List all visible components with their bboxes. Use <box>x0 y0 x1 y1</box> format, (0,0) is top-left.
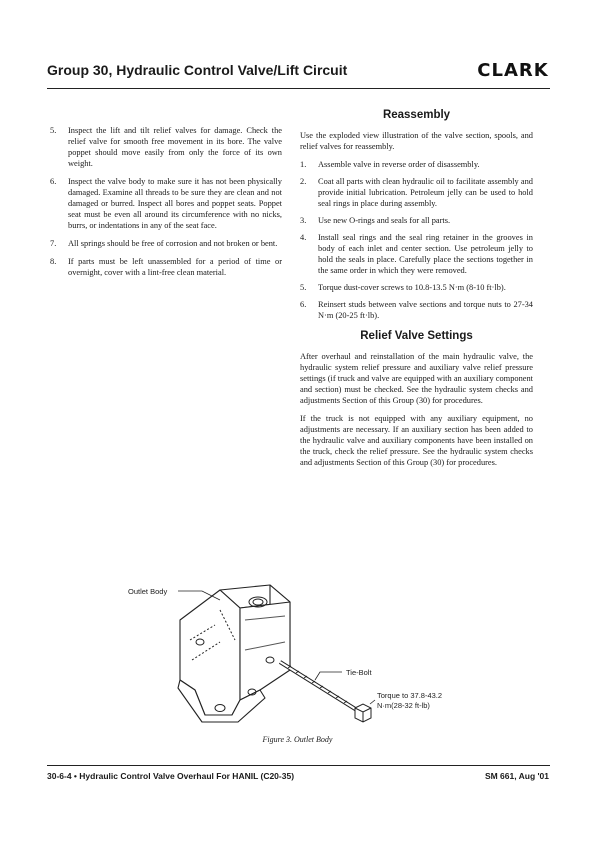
inspection-list <box>50 125 282 278</box>
step-number: 3. <box>300 216 307 225</box>
step-number: 2. <box>300 177 307 186</box>
list-item <box>50 256 282 278</box>
clark-logo-text: CLARK <box>477 60 549 80</box>
list-item <box>300 282 533 293</box>
step-number: 4. <box>300 233 307 242</box>
figure-caption: Figure 3. Outlet Body <box>262 735 333 744</box>
tie-bolt-leader <box>315 672 342 680</box>
list-item <box>300 299 533 321</box>
item-text: Inspect the lift and tilt relief valves for damage. Check the relief valve for smooth free movement in its bore. The valve poppet should move easily from only the force of its own weight. <box>68 126 282 168</box>
list-item <box>300 215 533 226</box>
step-text: Torque dust-cover screws to 10.8-13.5 N·m (8-10 ft·lb). <box>318 283 506 292</box>
step-number: 6. <box>300 300 307 309</box>
relief-paragraph-2: If the truck is not equipped with any auxiliary equipment, no adjustments are necessary. If an auxiliary section has been added to the hydraulic valve and auxiliary components have been installed on the truck, check the relief pressure. See the hydraulic system checks and adjustments Section of this Group (30) for procedures. <box>300 414 533 467</box>
outlet-body-illustration <box>120 580 480 730</box>
footer-rule <box>47 765 550 766</box>
reassembly-heading: Reassembly <box>382 109 451 121</box>
footer-page-info: 30-6-4 • Hydraulic Control Valve Overhaul For HANIL (C20-35) <box>47 771 295 781</box>
step-text: Coat all parts with clean hydraulic oil to facilitate assembly and provide initial lubrication. Petroleum jelly can be used to hold seal rings in place during assembly. <box>318 177 533 208</box>
footer-manual-info: SM 661, Aug '01 <box>484 771 549 781</box>
item-number: 8. <box>50 257 57 266</box>
list-item <box>50 125 282 169</box>
clark-logo <box>475 60 551 80</box>
item-text: All springs should be free of corrosion and not broken or bent. <box>68 239 278 248</box>
list-item <box>50 238 282 249</box>
left-column <box>50 125 282 285</box>
item-number: 6. <box>50 177 57 186</box>
header-rule <box>47 88 550 89</box>
outlet-body-label: Outlet Body <box>128 587 168 596</box>
step-text: Install seal rings and the seal ring retainer in the grooves in body of each inlet and center section. Use petroleum jelly to hold the seals in place. Carefully place the sections together in the same order in which they were removed. <box>318 233 533 275</box>
list-item <box>300 159 533 170</box>
item-number: 7. <box>50 239 57 248</box>
relief-paragraph-1: After overhaul and reinstallation of the main hydraulic valve, the hydraulic system relief pressure and auxiliary valve relief pressure settings (if truck and valve are equipped with an auxiliary component and section) must be checked. See the hydraulic system checks and adjustments Section of this Group (30) for procedures. <box>300 352 533 405</box>
torque-leader <box>370 700 375 704</box>
torque-label-line1: Torque to 37.8-43.2 <box>377 691 443 700</box>
list-item <box>50 176 282 231</box>
step-text: Use new O-rings and seals for all parts. <box>318 216 451 225</box>
item-number: 5. <box>50 126 57 135</box>
relief-heading: Relief Valve Settings <box>360 330 473 342</box>
item-text: If parts must be left unassembled for a period of time or overnight, cover with a lint-free clean material. <box>68 257 282 277</box>
item-text: Inspect the valve body to make sure it has not been physically damaged. Examine all threads to be sure they are clean and not damaged or burred. Inspect all bores and poppet seats. Poppet seat must be even all around its circumference with no nicks, burrs, or indentations in any of the seat face. <box>68 177 282 230</box>
tie-bolt-label: Tie-Bolt <box>346 668 372 677</box>
reassembly-steps <box>300 159 533 321</box>
step-number: 1. <box>300 160 307 169</box>
torque-label-line2: N·m(28-32 ft-lb) <box>377 701 430 710</box>
reassembly-intro: Use the exploded view illustration of the valve section, spools, and relief valves for reassembly. <box>300 131 533 151</box>
step-text: Assemble valve in reverse order of disassembly. <box>318 160 480 169</box>
right-column <box>300 110 533 475</box>
step-number: 5. <box>300 283 307 292</box>
page-title: Group 30, Hydraulic Control Valve/Lift Circuit <box>47 62 348 78</box>
hex-nut <box>355 704 371 722</box>
list-item <box>300 232 533 276</box>
list-item <box>300 176 533 209</box>
step-text: Reinsert studs between valve sections and torque nuts to 27-34 N·m (20-25 ft·lb). <box>318 300 533 320</box>
